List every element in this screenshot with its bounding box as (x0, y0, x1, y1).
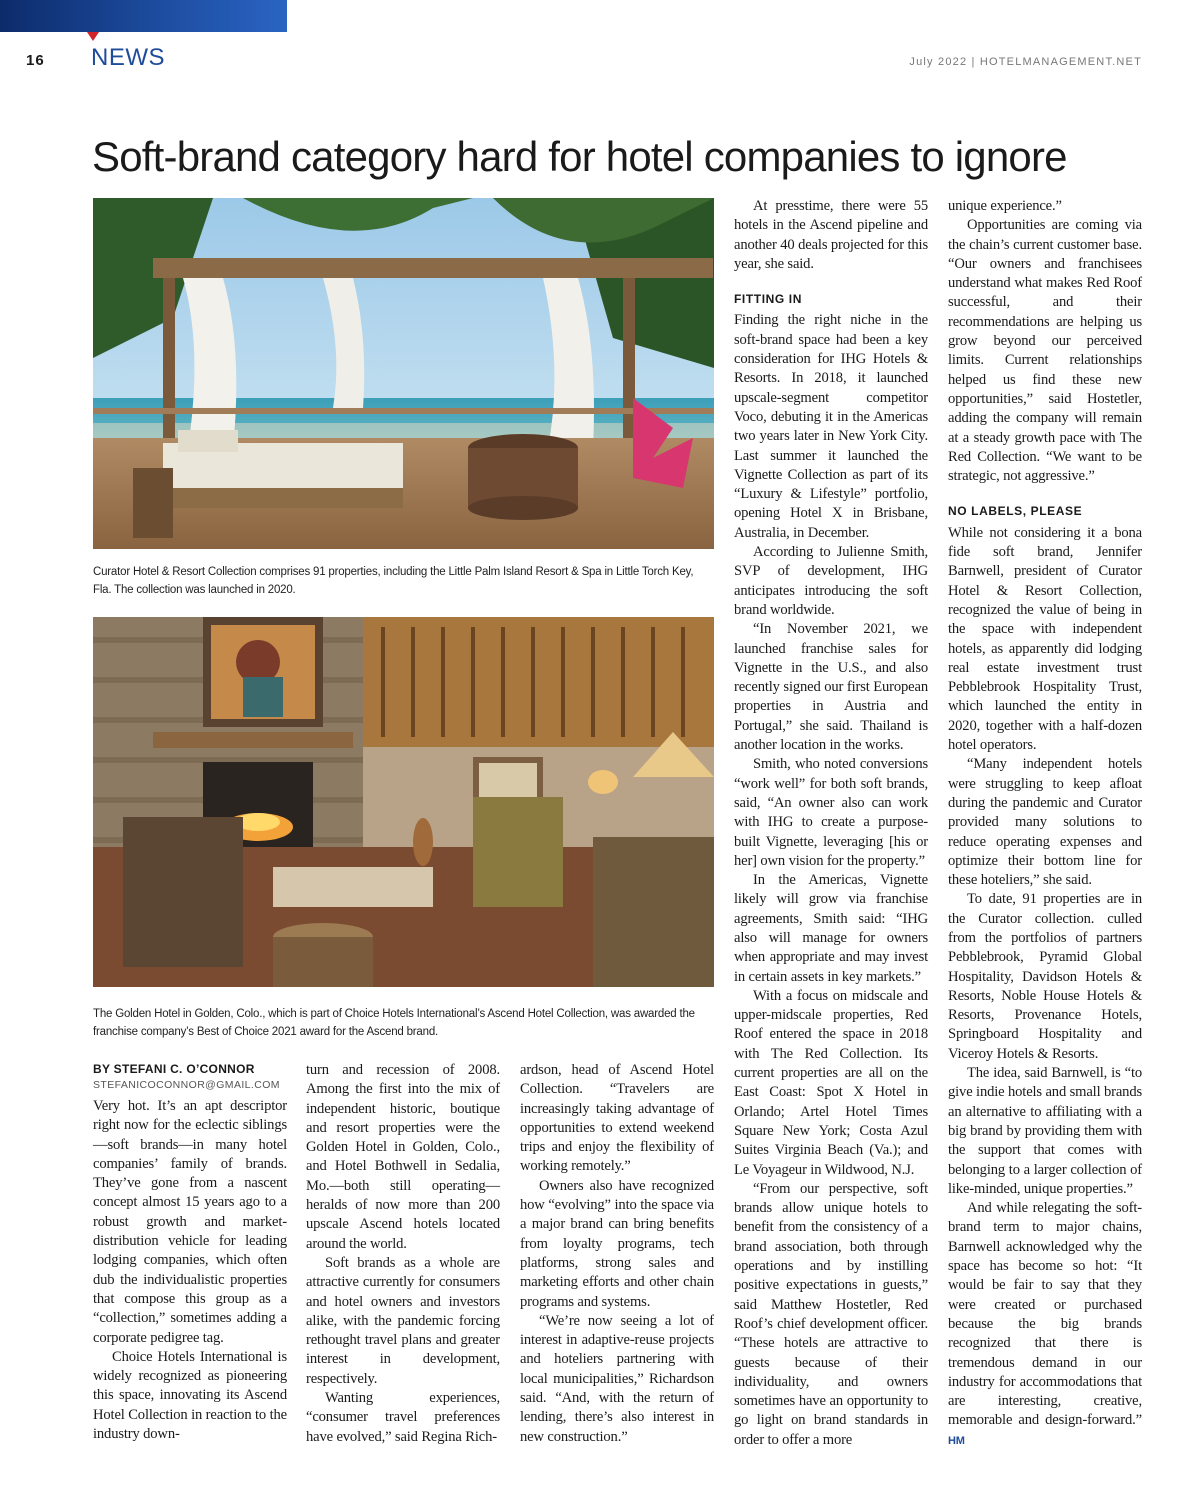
photo-caption: Curator Hotel & Resort Collection comprises 91 properties, including the Little Palm Island Resort & Spa in Little Torch Key, Fla. The collection was launched in 2020. (93, 566, 694, 596)
author-name: BY STEFANI C. O’CONNOR (93, 1062, 255, 1076)
end-mark: HM (948, 1434, 965, 1447)
body-paragraph: The idea, said Barnwell, is “to give indie hotels and small brands an alternative to affiliating with a big brand by providing them with the support that comes with belonging to a larger collection of like-minded, unique properties.” (948, 1065, 1142, 1197)
article-column-1 (93, 1097, 287, 1444)
article-column-5 (948, 197, 1142, 1451)
header-color-bar (0, 0, 287, 32)
body-paragraph: Wanting experiences, “consumer travel preferences have evolved,” said Regina Rich- (306, 1390, 500, 1445)
body-paragraph: To date, 91 properties are in the Curator collection. culled from the portfolios of partners Pebblebrook, Pyramid Global Hospitality, Davidson Hotels & Resorts, Noble House Hotels & Resorts, Provenance Hotels, Springboard Hospitality and Viceroy Hotels & Resorts. (948, 891, 1142, 1062)
body-paragraph: Very hot. It’s an apt descriptor right now for the eclectic siblings—soft brands—in many hotel companies’ family of brands. They’ve gone from a nascent concept almost 15 years ago to a robust growth and market-distribution vehicle for leading lodging companies, which often dub the individualistic properties that compose this group as a “collection,” sometimes adding a corporate pedigree tag. (93, 1098, 287, 1346)
body-paragraph: unique experience.” (948, 198, 1062, 214)
body-paragraph: ardson, head of Ascend Hotel Collection. “Travelers are increasingly taking advantage of opportunities to extend weekend trips and enjoy the flexibility of working remotely.” (520, 1062, 714, 1175)
resort-cabana-photo (93, 198, 714, 549)
author-email: STEFANICOCONNOR@GMAIL.COM (93, 1079, 280, 1091)
subhead-no-labels: NO LABELS, PLEASE (948, 504, 1083, 519)
body-paragraph: Owners also have recognized how “evolving” into the space via a major brand can bring benefits from loyalty programs, tech platforms, strong sales and marketing efforts and other chain programs and systems. (520, 1177, 714, 1310)
body-paragraph: In the Americas, Vignette likely will grow via franchise agreements, Smith said: “IHG also will manage for owners when appropriate and may invest in certain assets in key markets.” (734, 872, 928, 985)
hotel-lobby-photo (93, 617, 714, 987)
article-column-3 (520, 1061, 714, 1447)
body-paragraph: Choice Hotels International is widely recognized as pioneering this space, innovating its Ascend Hotel Collection in reaction to the industry down- (93, 1348, 287, 1443)
issue-dateline: July 2022 | HOTELMANAGEMENT.NET (909, 56, 1142, 68)
article-column-2 (306, 1061, 500, 1447)
article-column-4 (734, 197, 928, 1450)
photo-caption: The Golden Hotel in Golden, Colo., which is part of Choice Hotels International’s Ascend Hotel Collection, was awarded the franchise company’s Best of Choice 2021 award for the Ascend brand. (93, 1008, 695, 1038)
body-paragraph: Finding the right niche in the soft-brand space had been a key consideration for IHG Hotels & Resorts. In 2018, it launched upscale-segment competitor Voco, debuting it in the Americas two years later in New York City. Last summer it launched the Vignette Collection as part of its “Luxury & Lifestyle” portfolio, opening Hotel X in Brisbane, Australia, in December. (734, 312, 928, 541)
body-paragraph: turn and recession of 2008. Among the first into the mix of independent historic, boutique and resort properties were the Golden Hotel in Golden, Colo., and Hotel Bothwell in Sedalia, Mo.—both still operating—heralds of now more than 200 upscale Ascend hotels located around the world. (306, 1062, 500, 1252)
body-paragraph: While not considering it a bona fide soft brand, Jennifer Barnwell, president of Curator Hotel & Resort Collection, recognized the value of being in the space with independent hotels, as apparently did lodging real estate investment trust Pebblebrook Hospitality Trust, which launched the entity in 2020, together with a half-dozen hotel operators. (948, 524, 1142, 754)
subhead-fitting-in: FITTING IN (734, 292, 802, 307)
section-title: NEWS (91, 44, 165, 71)
body-paragraph: “We’re now seeing a lot of interest in adaptive-reuse projects and hoteliers partnering with local municipalities,” Richardson said. “And, with the return of lending, there’s also interest in new construction.” (520, 1312, 714, 1445)
body-paragraph: “Many independent hotels were struggling to keep afloat during the pandemic and Curator provided many solutions to reduce operating expenses and optimize their bottom line for these hoteliers,” she said. (948, 756, 1142, 889)
author-byline (93, 1062, 293, 1091)
body-paragraph: Smith, who noted conversions “work well” for both soft brands, said, “An owner also can work with IHG to create a purpose-built Vignette, leveraging [his or her] own vision for the property.” (734, 756, 928, 869)
body-paragraph: Opportunities are coming via the chain’s current customer base. “Our owners and franchisees understand what makes Red Roof successful, and their recommendations are helping us grow beyond our perceived limits. Current relationships helped us find these new opportunities,” said Hostetler, adding the company will remain at a steady growth pace with The Red Collection. “We want to be strategic, not aggressive.” (948, 217, 1142, 485)
section-marker-triangle (87, 32, 99, 41)
closing-paragraph-text: And while relegating the soft-brand term to major chains, Barnwell acknowledged why the space has become so hot: “It would be fair to say that they were created or purchased because the big brands recognized that there is tremendous demand in our industry for accommodations that are interesting, creative, memorable and design-forward.” (948, 1200, 1142, 1429)
body-paragraph: Soft brands as a whole are attractive currently for consumers and hotel owners and investors alike, with the pandemic forcing rethought travel plans and greater interest in development, respectively. (306, 1254, 500, 1387)
body-paragraph: At presstime, there were 55 hotels in the Ascend pipeline and another 40 deals projected for this year, she said. (734, 198, 928, 272)
body-paragraph: According to Julienne Smith, SVP of development, IHG anticipates introducing the soft brand worldwide. (734, 544, 928, 618)
page-number: 16 (26, 52, 45, 69)
body-paragraph: With a focus on midscale and upper-midscale properties, Red Roof entered the space in 2018 with The Red Collection. Its current properties are all on the East Coast: Spot X Hotel in Orlando; Artel Hotel Times Square New York; Costa Azul Suites Virginia Beach (Va.); and Le Voyageur in Wildwood, N.J. (734, 987, 928, 1178)
article-headline: Soft-brand category hard for hotel companies to ignore (92, 133, 1067, 180)
body-paragraph (948, 1199, 1142, 1451)
body-paragraph: “From our perspective, soft brands allow unique hotels to benefit from the consistency of a brand association, both through operations and by instilling positive expectations in guests,” said Matthew Hostetler, Red Roof’s chief development officer. “These hotels are attractive to guests because of their individuality, and owners sometimes have an opportunity to go light on brand standards in order to offer a more (734, 1180, 928, 1448)
body-paragraph: “In November 2021, we launched franchise sales for Vignette in the U.S., and also recently signed our first European properties in Austria and Portugal,” she said. Thailand is another location in the works. (734, 621, 928, 754)
